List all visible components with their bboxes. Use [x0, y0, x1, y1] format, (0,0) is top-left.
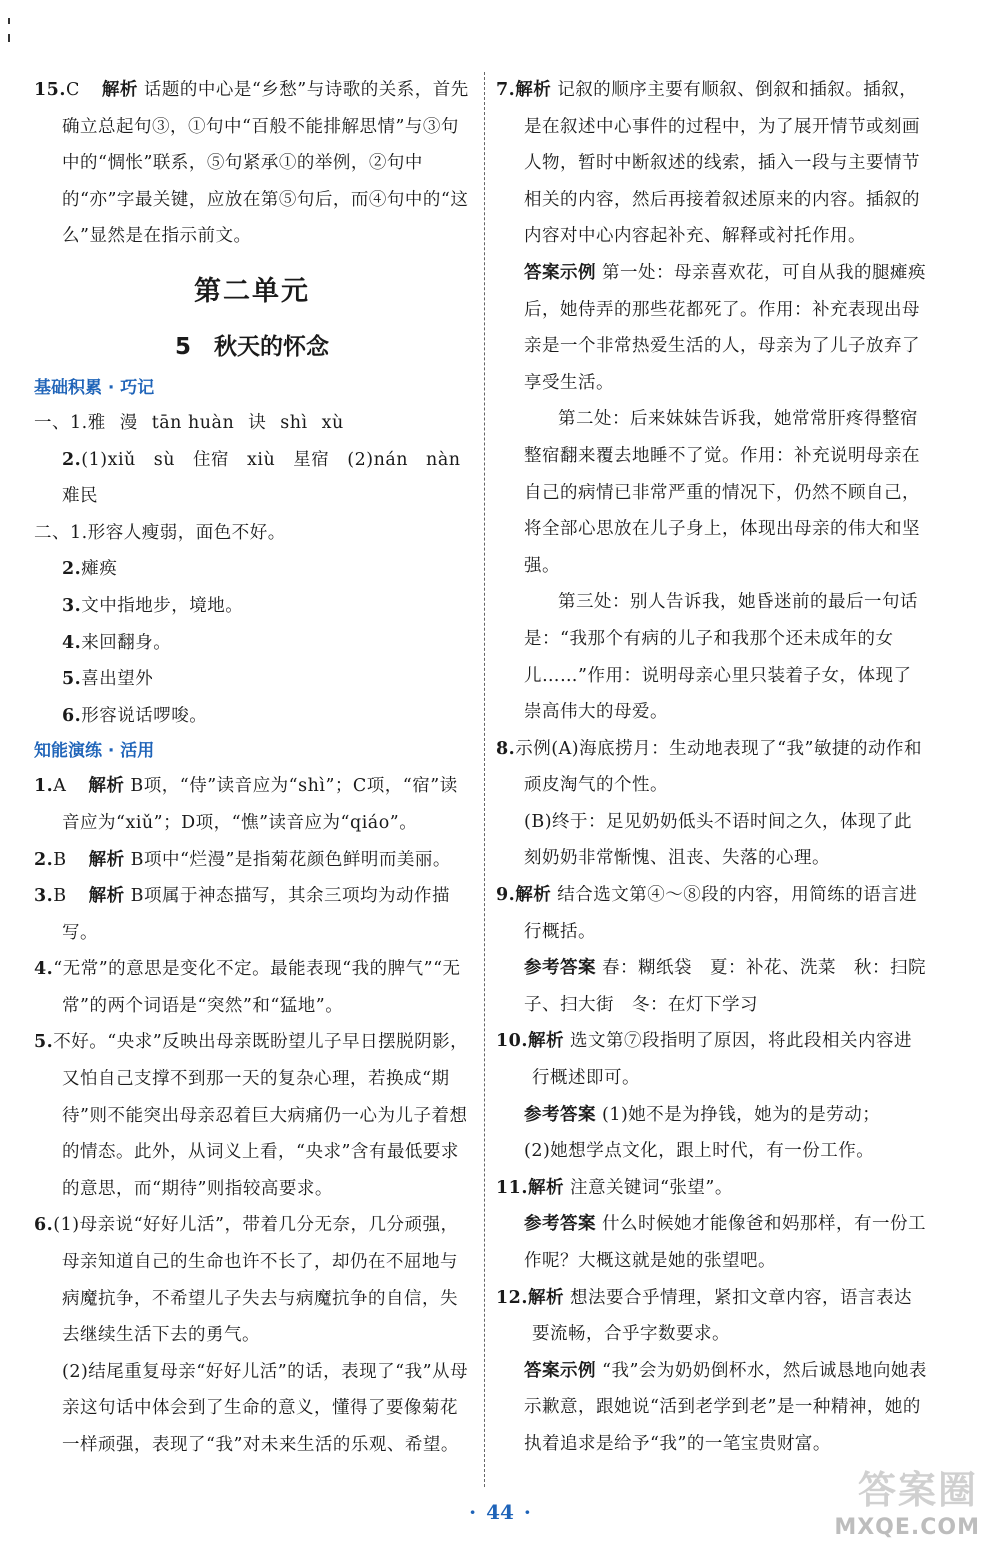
answer-10-reference-2: (2)她想学点文化，跟上时代，有一份工作。	[524, 1141, 875, 1162]
left-column	[34, 72, 479, 1464]
answer-3: 3.B 解析 B项属于神态描写，其余三项均为动作描写。	[34, 886, 451, 943]
answer-11-reference: 参考答案 什么时候她才能像爸和妈那样，有一份工作呢？大概这就是她的张望吧。	[524, 1214, 926, 1271]
corner-mark	[8, 18, 11, 58]
page-number: · 44 ·	[469, 1500, 531, 1524]
answer-7-example-3: 第三处：别人告诉我，她昏迷前的最后一句话是：“我那个有病的儿子和我那个还未成年的女儿……”作用：说明母亲心里只装着子女，体现了崇高伟大的母爱。	[524, 592, 918, 723]
answer-15: 15.C 解析 话题的中心是“乡愁”与诗歌的关系，首先确立总起句③，①句中“百般不能排解思情”与③句中的“惆怅”联系，⑤句紧承①的举例，②句中的“亦”字最关键，应放在第⑤句后，而④句中的“这么”显然是在指示前文。	[34, 80, 469, 247]
answer-9: 9.解析 结合选文第④～⑧段的内容，用简练的语言进行概括。	[496, 885, 918, 942]
answer-8: 8.示例(A)海底捞月：生动地表现了“我”敏捷的动作和顽皮淘气的个性。	[496, 738, 922, 796]
answer-g2-4: 4.来回翻身。	[62, 632, 172, 653]
answer-g1-2: 2.(1)xiǔ sù 住宿 xiù 星宿 (2)nán nàn 难民	[62, 449, 479, 507]
answer-6-part2: (2)结尾重复母亲“好好儿活”的话，表现了“我”从母亲这句话中体会到了生命的意义，懂得了要像菊花一样顽强，表现了“我”对未来生活的乐观、希望。	[62, 1361, 469, 1455]
answer-8-part2: (B)终于：足见奶奶低头不语时间之久，体现了此刻奶奶非常惭愧、沮丧、失落的心理。	[524, 811, 913, 869]
answer-10-reference: 参考答案 (1)她不是为挣钱，她为的是劳动；	[524, 1104, 881, 1125]
lesson-title: 5 秋天的怀念	[174, 333, 329, 360]
watermark-logo-text: 答案圈	[857, 1468, 978, 1512]
answer-g2-5: 5.喜出望外	[62, 669, 154, 690]
column-divider	[484, 72, 485, 1487]
section-basic: 基础积累 · 巧记	[34, 377, 155, 398]
watermark-url: MXQE.COM	[834, 1515, 980, 1540]
answer-7: 7.解析 记叙的顺序主要有顺叙、倒叙和插叙。插叙，是在叙述中心事件的过程中，为了展开情节或刻画人物，暂时中断叙述的线索，插入一段与主要情节相关的内容，然后再接着叙述原来的内容。插叙的内容对中心内容起补充、解释或衬托作用。	[496, 80, 920, 247]
answer-9-reference: 参考答案 春：糊纸袋 夏：补花、洗菜 秋：扫院子、扫大街 冬：在灯下学习	[524, 958, 926, 1015]
answer-6: 6.(1)母亲说“好好儿活”，带着几分无奈，几分顽强，母亲知道自己的生命也许不长了，却仍在不屈地与病魔抗争，不希望儿子失去与病魔抗争的自信，失去继续生活下去的勇气。	[34, 1215, 459, 1346]
answer-11: 11.解析 注意关键词“张望”。	[496, 1177, 733, 1198]
answer-12-example: 答案示例 “我”会为奶奶倒杯水，然后诚恳地向她表示歉意，跟她说“活到老学到老”是一种精神，她的执着追求是给予“我”的一笔宝贵财富。	[524, 1360, 927, 1454]
answer-g2-6: 6.形容说话啰唆。	[62, 705, 208, 726]
answer-7-example-2: 第二处：后来妹妹告诉我，她常常肝疼得整宿整宿翻来覆去地睡不了觉。作用：补充说明母亲在自己的病情已非常严重的情况下，仍然不顾自己，将全部心思放在儿子身上，体现出母亲的伟大和坚强。	[524, 409, 920, 576]
answer-g2-3: 3.文中指地步，境地。	[62, 595, 244, 616]
answer-g2-1: 二、1.形容人瘦弱，面色不好。	[34, 522, 286, 543]
answer-g1-1: 一、1.雅 漫 tān huàn 诀 shì xù	[34, 412, 344, 433]
answer-2: 2.B 解析 B项中“烂漫”是指菊花颜色鲜明而美丽。	[34, 849, 451, 870]
answer-1: 1.A 解析 B项，“侍”读音应为“shì”；C项，“宿”读音应为“xiǔ”；D项，“憔”读音应为“qiáo”。	[34, 776, 458, 833]
answer-5: 5.不好。“央求”反映出母亲既盼望儿子早日摆脱阴影，又怕自己支撑不到那一天的复杂心理，若换成“期待”则不能突出母亲忍着巨大病痛仍一心为儿子着想的情态。此外，从词义上看，“央求”含有最低要求的意思，而“期待”则指较高要求。	[34, 1032, 469, 1199]
right-column	[496, 72, 928, 1463]
answer-7-example-1: 答案示例 第一处：母亲喜欢花，可自从我的腿瘫痪后，她侍弄的那些花都死了。作用：补充表现出母亲是一个非常热爱生活的人，母亲为了儿子放弃了享受生活。	[524, 262, 926, 393]
answer-4: 4.“无常”的意思是变化不定。最能表现“我的脾气”“无常”的两个词语是“突然”和“猛地”。	[34, 959, 461, 1016]
answer-g2-2: 2.瘫痪	[62, 559, 118, 580]
answer-12: 12.解析 想法要合乎情理，紧扣文章内容，语言表达要流畅，合乎字数要求。	[496, 1287, 912, 1345]
answer-10: 10.解析 选文第⑦段指明了原因，将此段相关内容进行概述即可。	[496, 1031, 912, 1089]
section-practice: 知能演练 · 活用	[34, 741, 155, 762]
unit-title: 第二单元	[194, 275, 310, 307]
